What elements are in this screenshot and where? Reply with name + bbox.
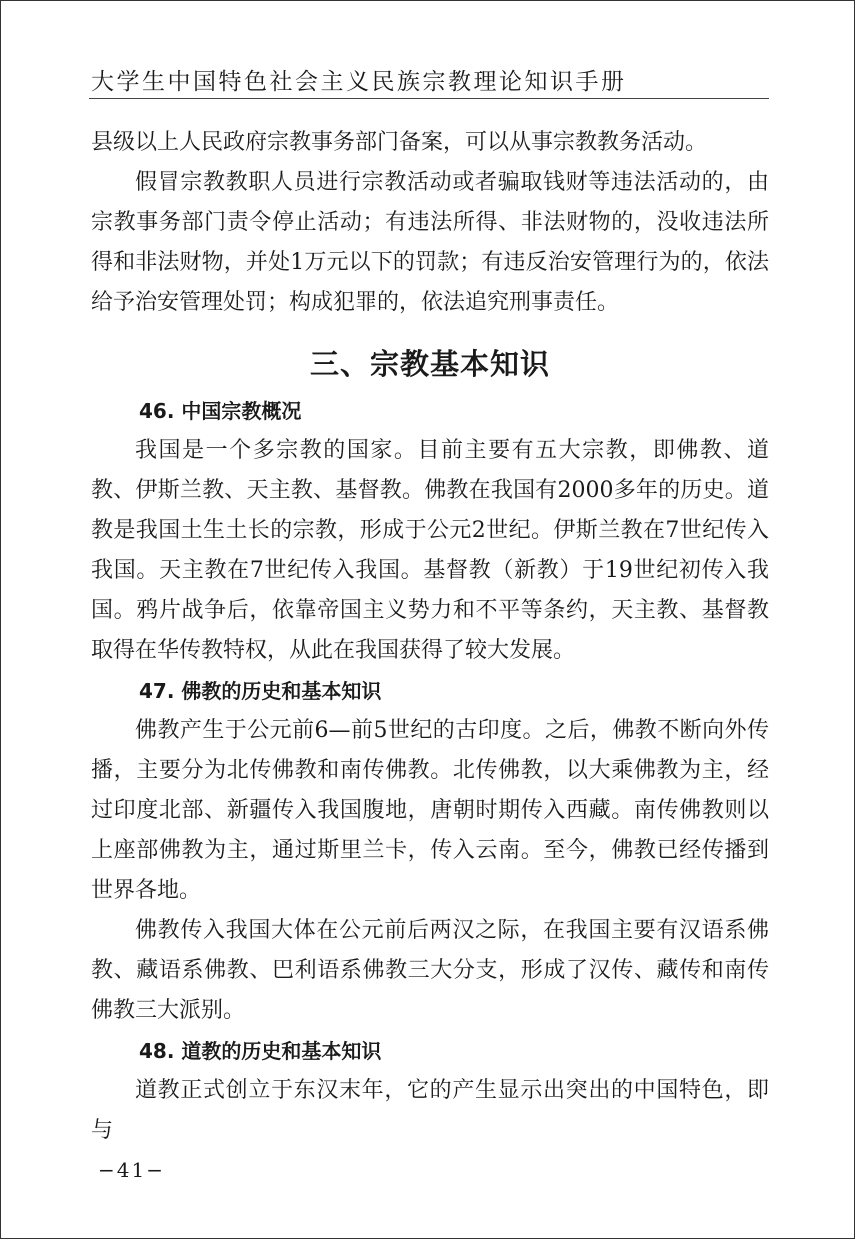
paragraph-48: 道教正式创立于东汉末年，它的产生显示出突出的中国特色，即与: [91, 1078, 769, 1143]
page-number: −41−: [98, 1158, 165, 1182]
subheading-47: 47. 佛教的历史和基本知识: [139, 679, 382, 703]
body-text: [91, 123, 769, 1151]
paragraph-penalty: 假冒宗教教职人员进行宗教活动或者骗取钱财等违法活动的，由宗教事务部门责令停止活动；有违法所得、非法财物的，没收违法所得和非法财物，并处1万元以下的罚款；有违反治安管理行为的，依法给予治安管理处罚；构成犯罪的，依法追究刑事责任。: [91, 170, 769, 315]
paragraph-46: 我国是一个多宗教的国家。目前主要有五大宗教，即佛教、道教、伊斯兰教、天主教、基督教。佛教在我国有2000多年的历史。道教是我国土生土长的宗教，形成于公元2世纪。伊斯兰教在7世纪传入我国。天主教在7世纪传入我国。基督教（新教）于19世纪初传入我国。鸦片战争后，依靠帝国主义势力和不平等条约，天主教、基督教取得在华传教特权，从此在我国获得了较大发展。: [91, 438, 769, 663]
section-title: 三、宗教基本知识: [309, 347, 550, 381]
subheading-48: 48. 道教的历史和基本知识: [139, 1039, 382, 1063]
paragraph-continued: 县级以上人民政府宗教事务部门备案，可以从事宗教教务活动。: [91, 130, 708, 155]
paragraph-47a: 佛教产生于公元前6—前5世纪的古印度。之后，佛教不断向外传播，主要分为北传佛教和南传佛教。北传佛教，以大乘佛教为主，经过印度北部、新疆传入我国腹地，唐朝时期传入西藏。南传佛教则以上座部佛教为主，通过斯里兰卡，传入云南。至今，佛教已经传播到世界各地。: [91, 718, 769, 903]
paragraph-47b: 佛教传入我国大体在公元前后两汉之际，在我国主要有汉语系佛教、藏语系佛教、巴利语系佛教三大分支，形成了汉传、藏传和南传佛教三大派别。: [91, 918, 769, 1023]
header-rule: [89, 98, 769, 99]
running-header: 大学生中国特色社会主义民族宗教理论知识手册: [91, 69, 627, 95]
subheading-46: 46. 中国宗教概况: [139, 399, 302, 423]
